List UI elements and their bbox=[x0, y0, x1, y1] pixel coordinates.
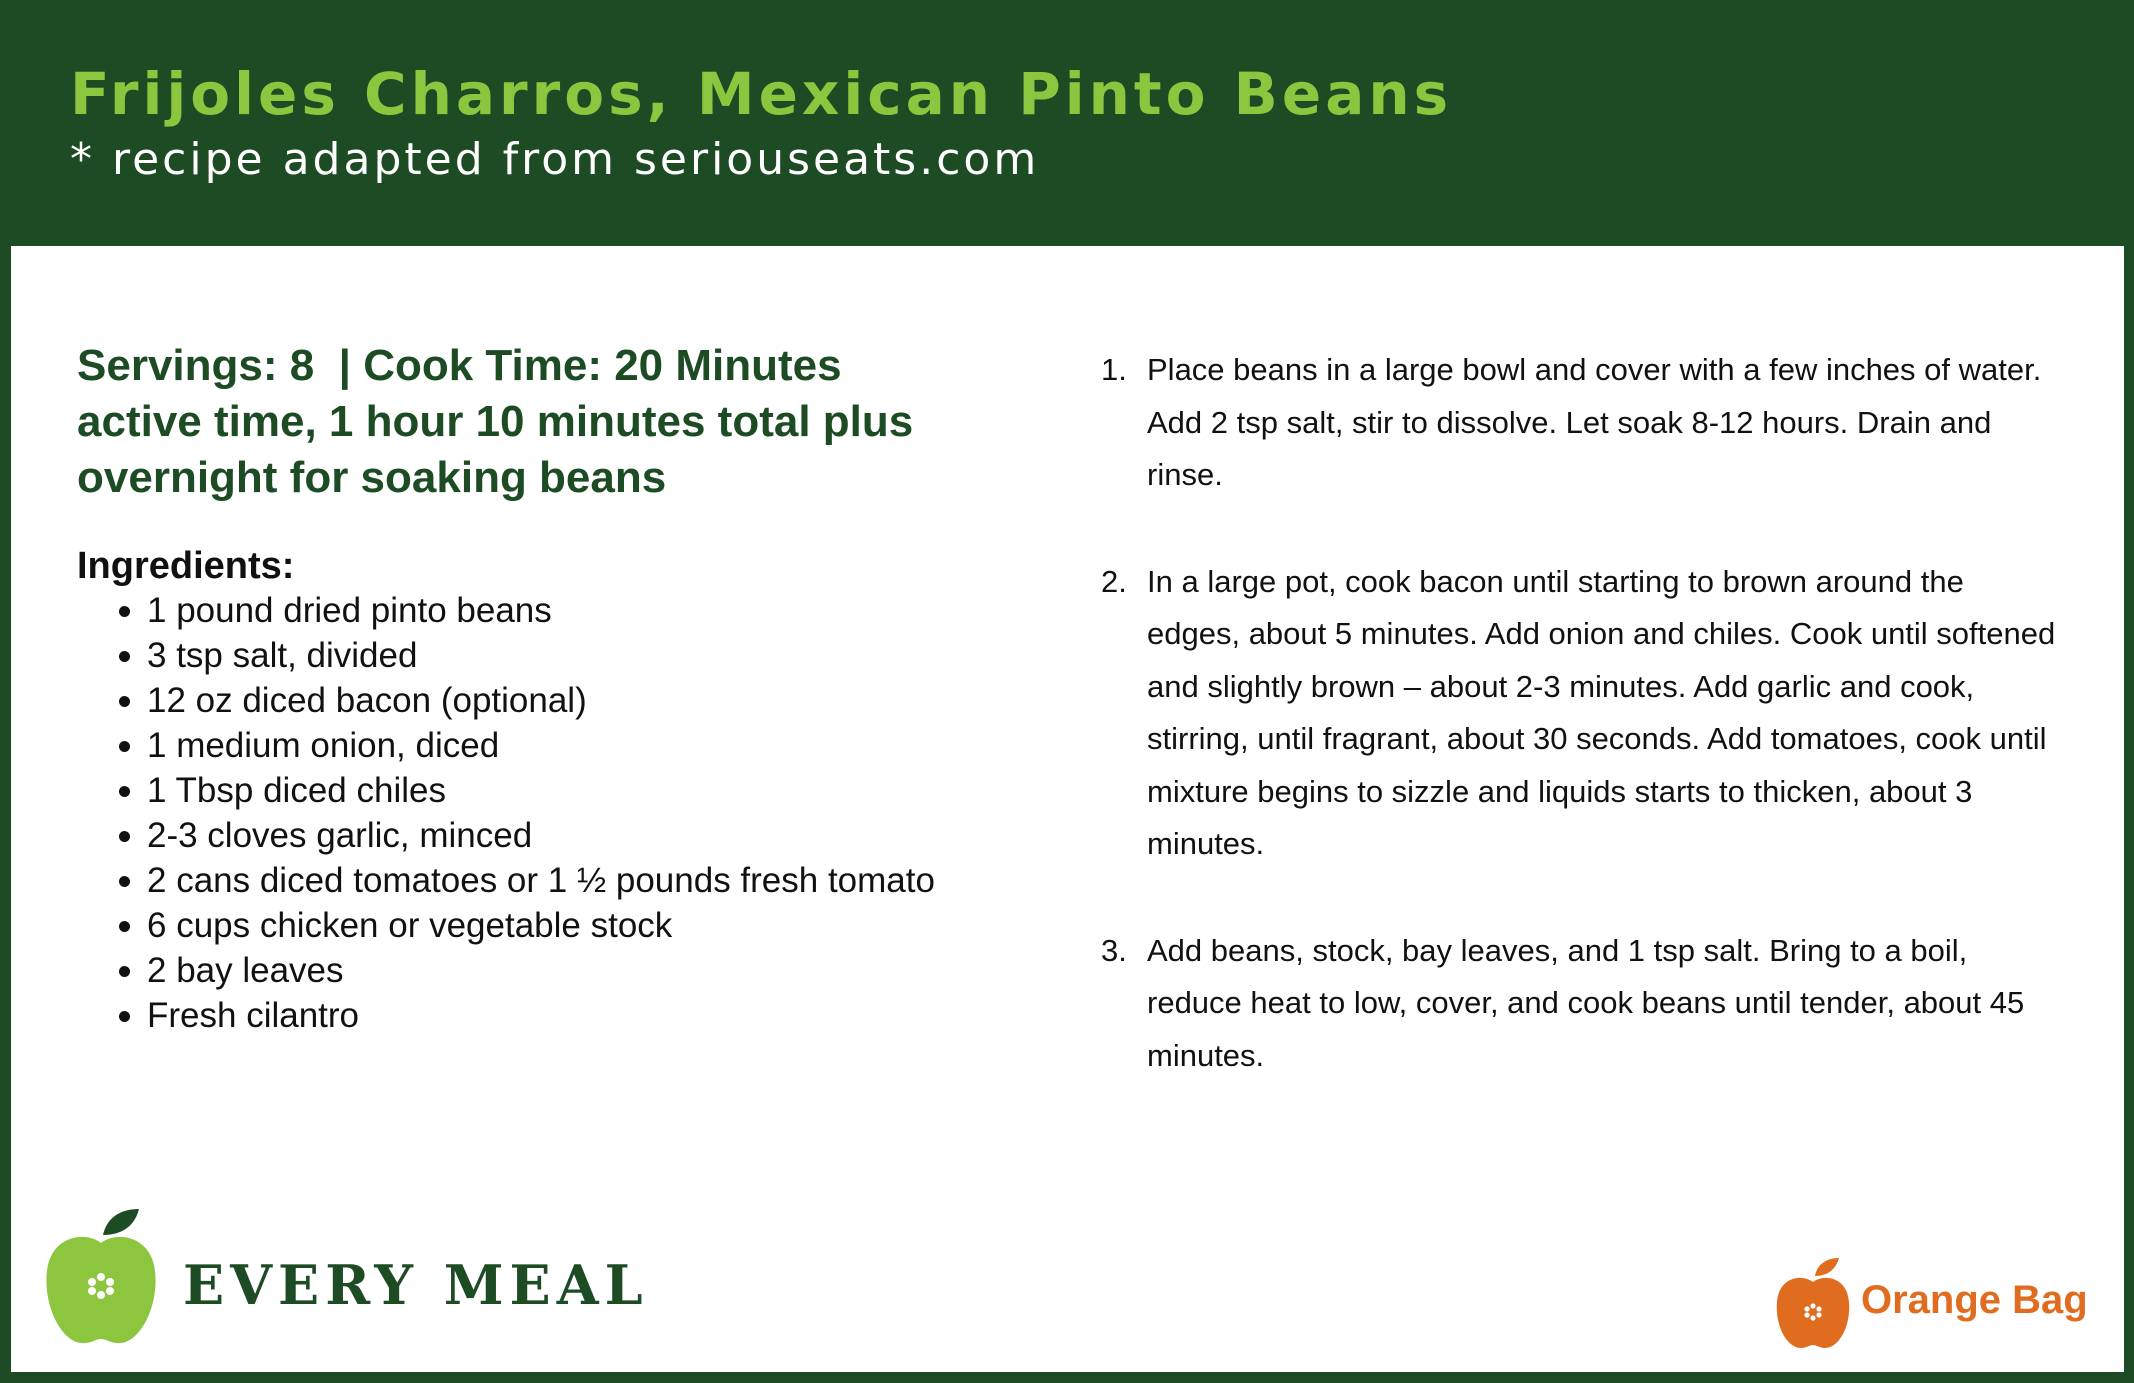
ingredients-list bbox=[77, 588, 935, 1038]
ingredient-item: 6 cups chicken or vegetable stock bbox=[77, 903, 935, 948]
header bbox=[0, 0, 2134, 246]
every-meal-logo: EVERY MEAL bbox=[183, 1253, 649, 1317]
ingredient-item: 12 oz diced bacon (optional) bbox=[77, 678, 935, 723]
step-number: 2. bbox=[1101, 563, 1127, 599]
ingredients-heading: Ingredients: bbox=[77, 545, 295, 587]
step-number: 1. bbox=[1101, 352, 1127, 387]
step-text: Place beans in a large bowl and cover with a few inches of water. Add 2 tsp salt, stir to dissolve. Let soak 8-12 hours. Drain and rinse. bbox=[1147, 352, 2042, 492]
orange-bag-logo: Orange Bag bbox=[1861, 1278, 2088, 1322]
ingredient-item: 1 Tbsp diced chiles bbox=[77, 768, 935, 813]
recipe-card bbox=[11, 246, 2124, 1372]
ingredient-item: 1 pound dried pinto beans bbox=[77, 588, 935, 633]
ingredient-item: 2 cans diced tomatoes or 1 ½ pounds fresh tomato bbox=[77, 858, 935, 903]
meta-line: Servings: 8 | Cook Time: 20 Minutes bbox=[77, 341, 842, 390]
servings-cook-time bbox=[77, 338, 1037, 506]
ingredient-item: 2-3 cloves garlic, minced bbox=[77, 813, 935, 858]
ingredient-item: 1 medium onion, diced bbox=[77, 723, 935, 768]
step-text: Add beans, stock, bay leaves, and 1 tsp salt. Bring to a boil, reduce heat to low, cover, and cook beans until tender, about 45 minutes. bbox=[1147, 932, 2025, 1073]
instruction-step bbox=[1101, 556, 2061, 871]
instruction-step bbox=[1101, 344, 2061, 502]
instructions-list bbox=[1101, 344, 2061, 1136]
recipe-title: Frijoles Charros, Mexican Pinto Beans bbox=[70, 60, 1453, 128]
apple-icon bbox=[41, 1201, 161, 1351]
ingredient-item: Fresh cilantro bbox=[77, 993, 935, 1038]
ingredient-item: 2 bay leaves bbox=[77, 948, 935, 993]
step-number: 3. bbox=[1101, 932, 1127, 968]
ingredient-item: 3 tsp salt, divided bbox=[77, 633, 935, 678]
orange-apple-icon bbox=[1773, 1254, 1853, 1350]
meta-line: active time, 1 hour 10 minutes total plus bbox=[77, 397, 914, 446]
step-text: In a large pot, cook bacon until starting to brown around the edges, about 5 minutes. Add onion and chiles. Cook until softened and slightly brown – about 2-3 minutes. Add garlic and cook, stirring, until fragrant, about 30 seconds. Add tomatoes, cook until mixture begins to sizzle and liquids starts to thicken, about 3 minutes. bbox=[1147, 563, 2056, 861]
meta-line: overnight for soaking beans bbox=[77, 453, 667, 502]
instruction-step bbox=[1101, 925, 2061, 1083]
recipe-source: * recipe adapted from seriouseats.com bbox=[70, 134, 1040, 185]
